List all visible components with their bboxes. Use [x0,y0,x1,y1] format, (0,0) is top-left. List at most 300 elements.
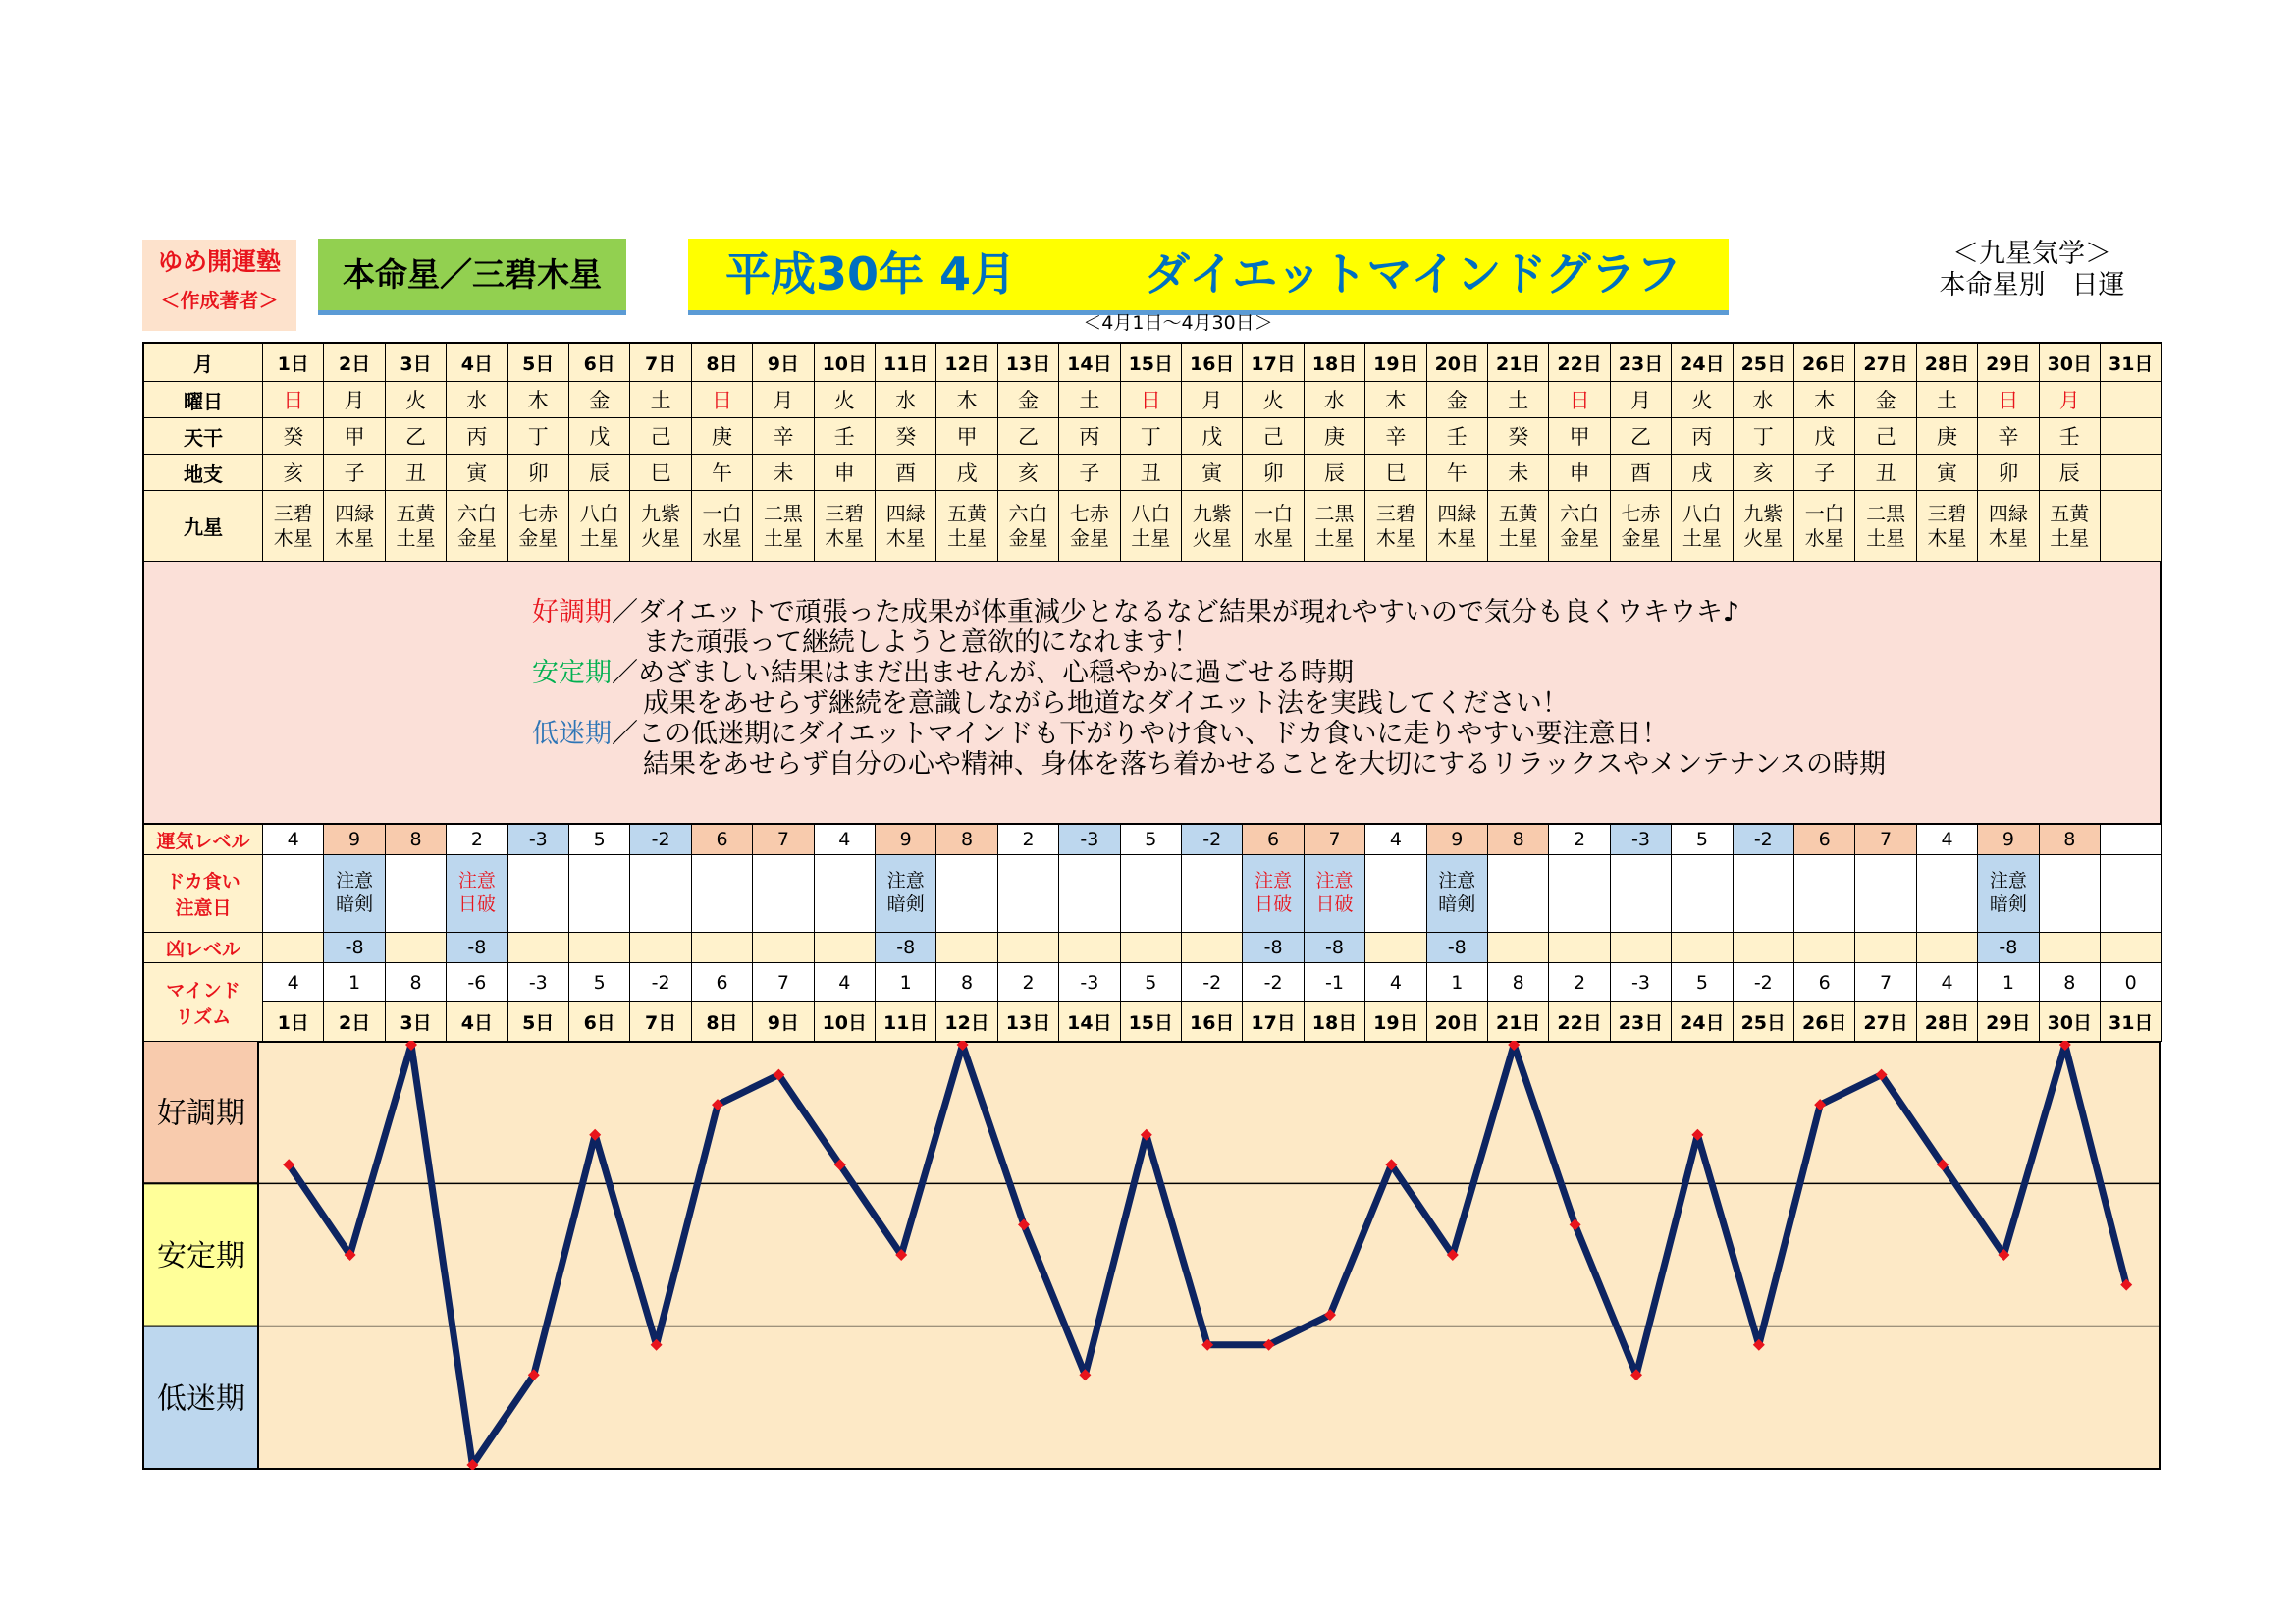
desc-low-label: 低迷期 [532,719,612,749]
day-header: 4日 [447,344,507,382]
tenkan-cell: 乙 [1611,418,1672,455]
kyusei-cell: 八白 土星 [1672,491,1733,562]
dokagui-cell: 注意 暗剣 [1978,855,2039,933]
kyusei-cell: 五黄 土星 [1488,491,1549,562]
unki-cell: 6 [1794,825,1855,855]
weekday-cell: 月 [753,382,814,418]
mind-cell: 4 [815,963,876,1002]
day-footer: 7日 [630,1002,691,1042]
kyusei-cell: 三碧 木星 [1917,491,1978,562]
row-label-unki: 運気レベル [144,825,263,855]
chishi-cell: 卯 [1243,455,1304,491]
kyusei-cell: 四緑 木星 [1427,491,1488,562]
unki-cell: 7 [753,825,814,855]
kyusei-cell: 八白 土星 [1121,491,1182,562]
unki-cell: 2 [447,825,507,855]
weekday-cell: 木 [1794,382,1855,418]
kyo-cell [1549,933,1610,963]
chishi-cell: 申 [815,455,876,491]
day-header: 7日 [630,344,691,382]
band-label-good: 好調期 [157,1096,245,1131]
dokagui-cell [998,855,1059,933]
desc-stable-text2: 成果をあせらず継続を意識しながら地道なダイエット法を実践してください！ [643,688,1569,719]
dokagui-cell [753,855,814,933]
kyusei-cell: 三碧 木星 [263,491,324,562]
chishi-cell: 酉 [1611,455,1672,491]
desc-good-text1: ／ダイエットで頑張った成果が体重減少となるなど結果が現れやすいので気分も良くウキウキ♪ [612,597,1740,627]
kyo-cell [1365,933,1426,963]
day-footer: 3日 [386,1002,447,1042]
mind-cell: 1 [1978,963,2039,1002]
unki-cell: -2 [630,825,691,855]
calendar-grid [142,342,2162,562]
dokagui-cell [1611,855,1672,933]
weekday-cell: 木 [936,382,997,418]
kyusei-cell: 九紫 火星 [630,491,691,562]
dokagui-cell [2101,855,2162,933]
unki-cell: -2 [1182,825,1243,855]
weekday-cell: 月 [2040,382,2101,418]
chishi-cell: 巳 [630,455,691,491]
kyo-cell [1734,933,1794,963]
band-label-low: 低迷期 [157,1381,245,1417]
tenkan-cell: 壬 [815,418,876,455]
dokagui-cell [1059,855,1120,933]
tenkan-cell: 丁 [1734,418,1794,455]
tenkan-cell: 壬 [2040,418,2101,455]
row-label-kyusei: 九星 [144,491,263,562]
weekday-cell: 月 [324,382,385,418]
dokagui-cell [1549,855,1610,933]
unki-cell: 9 [1978,825,2039,855]
kyo-cell [569,933,630,963]
day-footer: 1日 [263,1002,324,1042]
tenkan-cell: 癸 [876,418,936,455]
kyo-cell [692,933,753,963]
unki-cell: 5 [569,825,630,855]
weekday-cell: 木 [508,382,569,418]
day-footer: 30日 [2040,1002,2101,1042]
mind-cell: 5 [1672,963,1733,1002]
unki-cell: 4 [1365,825,1426,855]
day-footer: 6日 [569,1002,630,1042]
day-header: 5日 [508,344,569,382]
kyusei-cell: 二黒 土星 [1855,491,1916,562]
day-footer: 8日 [692,1002,753,1042]
weekday-cell: 土 [630,382,691,418]
desc-good-line1 [532,597,1739,627]
desc-low-text1: ／この低迷期にダイエットマインドも下がりやけ食い、ドカ食いに走りやすい要注意日！ [612,719,1669,749]
dokagui-cell: 注意 日破 [1305,855,1365,933]
weekday-cell: 木 [1365,382,1426,418]
dokagui-cell [1734,855,1794,933]
kyusei-cell: 三碧 木星 [815,491,876,562]
kyusei-cell: 六白 金星 [1549,491,1610,562]
tenkan-cell: 癸 [263,418,324,455]
mind-cell: 4 [1365,963,1426,1002]
kyo-cell [1855,933,1916,963]
chishi-cell: 戌 [936,455,997,491]
day-footer: 2日 [324,1002,385,1042]
dokagui-cell [815,855,876,933]
chishi-cell: 辰 [569,455,630,491]
weekday-cell: 金 [1427,382,1488,418]
mind-cell: 7 [753,963,814,1002]
unki-cell: 8 [1488,825,1549,855]
unki-cell: 8 [386,825,447,855]
mind-rhythm-chart [142,1041,2162,1470]
tenkan-cell: 甲 [1549,418,1610,455]
kyo-cell: -8 [1978,933,2039,963]
unki-cell: 4 [1917,825,1978,855]
chishi-cell: 子 [324,455,385,491]
day-header: 13日 [998,344,1059,382]
chishi-cell: 丑 [1855,455,1916,491]
kyo-cell [2040,933,2101,963]
tenkan-cell: 己 [630,418,691,455]
day-header: 12日 [936,344,997,382]
tenkan-cell [2101,418,2162,455]
day-header: 8日 [692,344,753,382]
day-header: 25日 [1734,344,1794,382]
fortune-grid [142,823,2162,1041]
header-right-line1: ＜九星気学＞ [1952,239,2111,269]
unki-cell: 5 [1672,825,1733,855]
day-footer: 14日 [1059,1002,1120,1042]
kyo-cell: -8 [876,933,936,963]
title-main: ダイエットマインドグラフ [1145,247,1682,300]
kyo-cell [815,933,876,963]
day-header: 22日 [1549,344,1610,382]
kyusei-cell: 一白 水星 [1794,491,1855,562]
kyusei-cell: 五黄 土星 [386,491,447,562]
kyo-cell [1917,933,1978,963]
tenkan-cell: 丙 [1059,418,1120,455]
mind-cell: 8 [936,963,997,1002]
day-header: 29日 [1978,344,2039,382]
mind-cell: -2 [1243,963,1304,1002]
unki-cell: 5 [1121,825,1182,855]
day-header: 31日 [2101,344,2162,382]
day-header: 14日 [1059,344,1120,382]
date-range: ＜4月1日～4月30日＞ [1083,312,1273,334]
kyusei-cell: 八白 土星 [569,491,630,562]
kyusei-cell [2101,491,2162,562]
row-label-weekday: 曜日 [144,382,263,418]
day-header: 6日 [569,344,630,382]
chishi-cell: 巳 [1365,455,1426,491]
chishi-cell: 卯 [508,455,569,491]
unki-cell: -3 [1611,825,1672,855]
dokagui-cell [1794,855,1855,933]
day-header: 9日 [753,344,814,382]
row-label-tenkan: 天干 [144,418,263,455]
tenkan-cell: 己 [1243,418,1304,455]
kyusei-cell: 五黄 土星 [936,491,997,562]
desc-stable-text1: ／めざましい結果はまだ出ませんが、心穏やかに過ごせる時期 [612,658,1354,688]
day-footer: 21日 [1488,1002,1549,1042]
day-footer: 24日 [1672,1002,1733,1042]
mind-cell: -3 [508,963,569,1002]
chishi-cell: 寅 [447,455,507,491]
day-header: 19日 [1365,344,1426,382]
day-footer: 4日 [447,1002,507,1042]
dokagui-cell: 注意 日破 [447,855,507,933]
dokagui-cell: 注意 暗剣 [876,855,936,933]
tenkan-cell: 乙 [998,418,1059,455]
kyo-cell [2101,933,2162,963]
day-footer: 27日 [1855,1002,1916,1042]
unki-cell: 7 [1855,825,1916,855]
dokagui-cell [1855,855,1916,933]
weekday-cell: 火 [1243,382,1304,418]
tenkan-cell: 丁 [508,418,569,455]
row-label-chishi: 地支 [144,455,263,491]
mind-cell: -3 [1611,963,1672,1002]
tenkan-cell: 庚 [692,418,753,455]
kyo-cell [1794,933,1855,963]
unki-cell: -3 [1059,825,1120,855]
author-box [142,240,296,331]
day-header: 28日 [1917,344,1978,382]
unki-cell: 8 [2040,825,2101,855]
desc-good-label: 好調期 [532,597,612,627]
tenkan-cell: 癸 [1488,418,1549,455]
kyusei-cell: 六白 金星 [447,491,507,562]
day-footer: 9日 [753,1002,814,1042]
kyo-cell [386,933,447,963]
kyo-cell [1059,933,1120,963]
kyo-cell [1182,933,1243,963]
dokagui-cell: 注意 日破 [1243,855,1304,933]
day-footer: 5日 [508,1002,569,1042]
chishi-cell: 午 [692,455,753,491]
chishi-cell: 寅 [1182,455,1243,491]
tenkan-cell: 庚 [1305,418,1365,455]
dokagui-cell [1672,855,1733,933]
weekday-cell: 水 [1305,382,1365,418]
plot-area [258,1041,2161,1469]
row-label-kyo: 凶レベル [144,933,263,963]
day-footer: 13日 [998,1002,1059,1042]
unki-cell: 6 [692,825,753,855]
tenkan-cell: 壬 [1427,418,1488,455]
tenkan-cell: 辛 [1365,418,1426,455]
kyo-cell [753,933,814,963]
unki-cell: 7 [1305,825,1365,855]
dokagui-cell [936,855,997,933]
author-name: ゆめ開運塾 [157,247,281,276]
dokagui-cell: 注意 暗剣 [1427,855,1488,933]
title-date: 平成30年 4月 [725,247,1017,300]
mind-cell: 8 [386,963,447,1002]
unki-cell: -2 [1734,825,1794,855]
day-footer: 25日 [1734,1002,1794,1042]
chishi-cell: 午 [1427,455,1488,491]
kyo-cell [998,933,1059,963]
day-header: 23日 [1611,344,1672,382]
kyo-cell: -8 [1427,933,1488,963]
mind-cell: 4 [1917,963,1978,1002]
header-right [1924,239,2140,301]
unki-cell: 4 [263,825,324,855]
row-label-month: 月 [144,344,263,382]
weekday-cell: 日 [692,382,753,418]
day-header: 2日 [324,344,385,382]
day-footer: 29日 [1978,1002,2039,1042]
day-header: 18日 [1305,344,1365,382]
weekday-cell [2101,382,2162,418]
chishi-cell: 戌 [1672,455,1733,491]
unki-cell: 2 [1549,825,1610,855]
kyusei-cell: 二黒 土星 [753,491,814,562]
weekday-cell: 日 [263,382,324,418]
mind-cell: 8 [2040,963,2101,1002]
day-footer: 31日 [2101,1002,2162,1042]
mind-cell: 1 [324,963,385,1002]
dokagui-cell [630,855,691,933]
header-right-line2: 本命星別 日運 [1939,270,2125,300]
honmei-star-label: 本命星／三碧木星 [318,239,626,315]
tenkan-cell: 戊 [569,418,630,455]
tenkan-cell: 辛 [1978,418,2039,455]
chishi-cell: 亥 [998,455,1059,491]
chishi-cell: 未 [753,455,814,491]
day-header: 3日 [386,344,447,382]
day-header: 30日 [2040,344,2101,382]
mind-cell: -2 [1734,963,1794,1002]
unki-cell: 2 [998,825,1059,855]
kyusei-cell: 一白 水星 [1243,491,1304,562]
chishi-cell: 辰 [2040,455,2101,491]
day-header: 10日 [815,344,876,382]
unki-cell [2101,825,2162,855]
dokagui-cell [1917,855,1978,933]
weekday-cell: 土 [1917,382,1978,418]
kyo-cell: -8 [324,933,385,963]
mind-cell: -1 [1305,963,1365,1002]
day-footer: 12日 [936,1002,997,1042]
author-sub: ＜作成著者＞ [160,289,279,312]
kyusei-cell: 四緑 木星 [1978,491,2039,562]
tenkan-cell: 甲 [324,418,385,455]
weekday-cell: 金 [1855,382,1916,418]
unki-cell: 4 [815,825,876,855]
day-footer: 17日 [1243,1002,1304,1042]
unki-cell: 9 [324,825,385,855]
chishi-cell: 卯 [1978,455,2039,491]
chishi-cell: 子 [1794,455,1855,491]
kyusei-cell: 一白 水星 [692,491,753,562]
chishi-cell: 子 [1059,455,1120,491]
unki-cell: 9 [1427,825,1488,855]
tenkan-cell: 辛 [753,418,814,455]
tenkan-cell: 己 [1855,418,1916,455]
kyusei-cell: 七赤 金星 [1611,491,1672,562]
desc-low-text2: 結果をあせらず自分の心や精神、身体を落ち着かせることを大切にするリラックスやメンテナンスの時期 [643,749,1887,780]
kyo-cell: -8 [1305,933,1365,963]
period-description [142,562,2162,823]
weekday-cell: 月 [1611,382,1672,418]
weekday-cell: 日 [1121,382,1182,418]
mind-cell: -6 [447,963,507,1002]
chishi-cell [2101,455,2162,491]
day-footer: 26日 [1794,1002,1855,1042]
desc-stable-line1 [532,658,1354,688]
day-header: 20日 [1427,344,1488,382]
mind-cell: 6 [692,963,753,1002]
kyo-cell: -8 [1243,933,1304,963]
tenkan-cell: 戊 [1794,418,1855,455]
mind-cell: -2 [1182,963,1243,1002]
unki-cell: 8 [936,825,997,855]
chishi-cell: 辰 [1305,455,1365,491]
dokagui-cell [263,855,324,933]
mind-cell: 6 [1794,963,1855,1002]
day-header: 26日 [1794,344,1855,382]
tenkan-cell: 丙 [1672,418,1733,455]
mind-cell: 2 [1549,963,1610,1002]
chishi-cell: 酉 [876,455,936,491]
dokagui-cell [386,855,447,933]
weekday-cell: 金 [569,382,630,418]
weekday-cell: 土 [1059,382,1120,418]
weekday-cell: 水 [876,382,936,418]
kyusei-cell: 七赤 金星 [1059,491,1120,562]
mind-cell: 5 [1121,963,1182,1002]
chishi-cell: 亥 [1734,455,1794,491]
desc-good-text2: また頑張って継続しようと意欲的になれます！ [643,627,1200,658]
kyo-cell [1488,933,1549,963]
dokagui-cell [1121,855,1182,933]
day-footer: 18日 [1305,1002,1365,1042]
mind-cell: -3 [1059,963,1120,1002]
mind-cell: 2 [998,963,1059,1002]
mind-cell: 4 [263,963,324,1002]
kyo-cell [1611,933,1672,963]
day-header: 17日 [1243,344,1304,382]
dokagui-cell [2040,855,2101,933]
mind-cell: 5 [569,963,630,1002]
day-footer: 11日 [876,1002,936,1042]
tenkan-cell: 丁 [1121,418,1182,455]
weekday-cell: 火 [386,382,447,418]
day-footer: 19日 [1365,1002,1426,1042]
kyo-cell [263,933,324,963]
kyusei-cell: 九紫 火星 [1182,491,1243,562]
weekday-cell: 土 [1488,382,1549,418]
kyo-cell [1672,933,1733,963]
kyo-cell [630,933,691,963]
desc-low-line1 [532,719,1669,749]
kyusei-cell: 九紫 火星 [1734,491,1794,562]
kyusei-cell: 三碧 木星 [1365,491,1426,562]
day-footer: 22日 [1549,1002,1610,1042]
dokagui-cell: 注意 暗剣 [324,855,385,933]
mind-cell: 1 [1427,963,1488,1002]
mind-cell: 0 [2101,963,2162,1002]
dokagui-cell [692,855,753,933]
kyusei-cell: 四緑 木星 [876,491,936,562]
kyusei-cell: 六白 金星 [998,491,1059,562]
unki-cell: 9 [876,825,936,855]
kyo-cell [936,933,997,963]
chishi-cell: 寅 [1917,455,1978,491]
day-header: 21日 [1488,344,1549,382]
dokagui-cell [508,855,569,933]
mind-cell: 1 [876,963,936,1002]
mind-cell: -2 [630,963,691,1002]
